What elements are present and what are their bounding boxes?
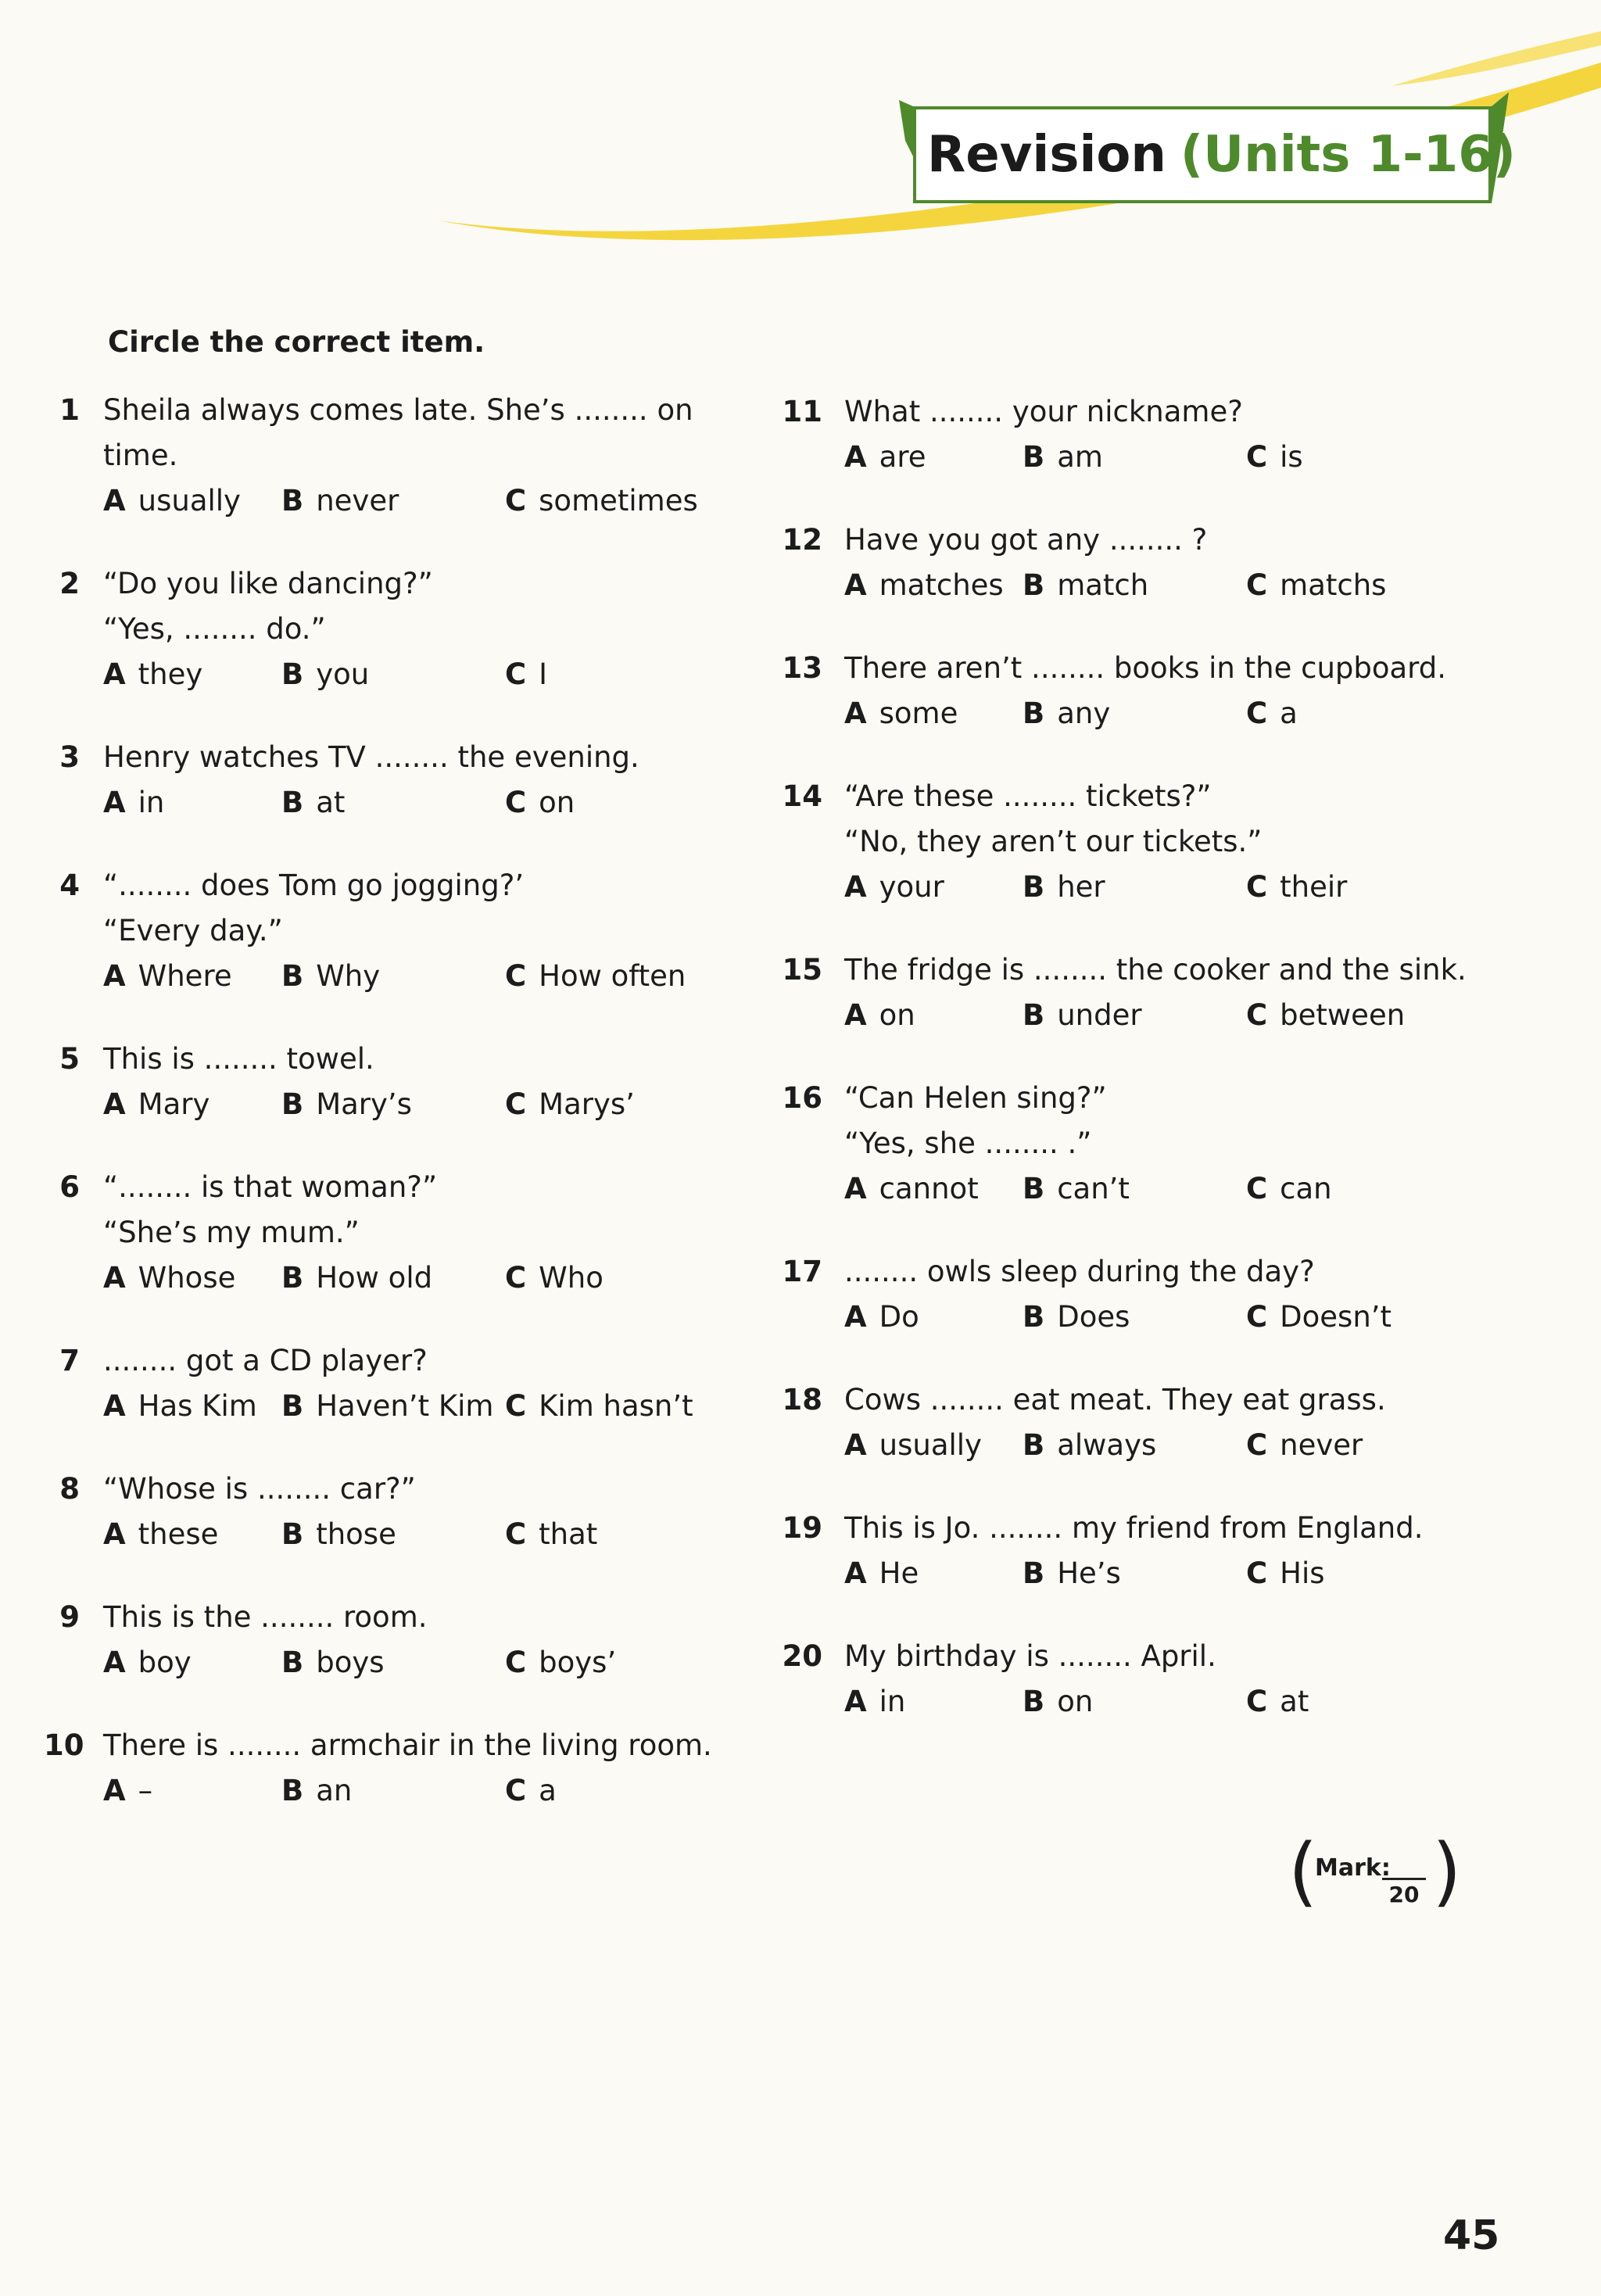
question-text-line: The fridge is ........ the cooker and the sink. (844, 953, 1467, 987)
answer-option-b[interactable] (281, 652, 369, 697)
option-letter: A (103, 1087, 126, 1121)
question-body (844, 646, 1470, 736)
option-letter: C (505, 1646, 527, 1679)
question-number: 12 (782, 523, 822, 557)
question-body (103, 388, 732, 524)
question-number: 5 (59, 1042, 80, 1076)
answer-option-c[interactable] (1246, 563, 1386, 608)
option-text: on (539, 786, 575, 819)
answer-option-c[interactable] (505, 954, 686, 999)
question-number: 6 (59, 1170, 80, 1204)
answer-options (103, 1768, 732, 1814)
option-text: never (1280, 1428, 1363, 1462)
question-body (844, 947, 1470, 1038)
option-text: sometimes (539, 484, 698, 518)
option-letter: A (844, 1428, 867, 1462)
question-number: 7 (59, 1344, 80, 1377)
answer-options (103, 652, 732, 697)
answer-option-b[interactable] (1023, 691, 1110, 736)
question-item (44, 1037, 732, 1127)
question-number: 17 (782, 1255, 822, 1288)
option-text: can (1280, 1172, 1332, 1205)
answer-option-a[interactable] (844, 1295, 919, 1340)
answer-option-a[interactable] (844, 993, 915, 1038)
question-body (103, 1467, 732, 1557)
option-text: under (1057, 998, 1142, 1032)
question-text-line: My birthday is ........ April. (844, 1639, 1216, 1673)
question-number: 4 (59, 869, 80, 902)
option-letter: B (1023, 870, 1045, 904)
option-letter: C (505, 1087, 527, 1121)
question-body (844, 1506, 1470, 1596)
question-number: 11 (782, 395, 822, 428)
question-item (44, 1723, 732, 1814)
question-body (103, 1723, 732, 1814)
option-letter: B (1023, 1300, 1045, 1334)
question-text-line: “........ is that woman?” (103, 1170, 438, 1204)
question-number: 13 (782, 651, 822, 685)
questions-column-left (44, 388, 732, 1851)
answer-option-b[interactable] (1023, 865, 1105, 910)
question-number: 20 (782, 1639, 822, 1673)
option-text: these (138, 1517, 219, 1551)
answer-option-b[interactable] (1023, 563, 1148, 608)
question-body (844, 1076, 1470, 1212)
question-text-line: This is the ........ room. (103, 1600, 428, 1634)
answer-options (844, 435, 1470, 480)
question-item (44, 1338, 732, 1429)
answer-options (103, 1384, 732, 1429)
answer-option-a[interactable] (844, 865, 944, 910)
option-text: always (1057, 1428, 1157, 1462)
answer-option-b[interactable] (1023, 1679, 1093, 1725)
question-text-line: What ........ your nickname? (844, 395, 1243, 428)
answer-option-c[interactable] (505, 478, 698, 524)
answer-options (103, 780, 732, 826)
option-text: usually (138, 484, 241, 518)
option-letter: C (1246, 1172, 1268, 1205)
option-letter: B (281, 786, 304, 819)
option-letter: C (1246, 1428, 1268, 1462)
answer-option-b[interactable] (281, 1082, 412, 1127)
question-item (782, 947, 1470, 1038)
option-letter: B (281, 1087, 304, 1121)
question-text-line: “Are these ........ tickets?” (844, 779, 1212, 813)
option-text: Marys’ (539, 1087, 635, 1121)
question-item (782, 1377, 1470, 1468)
option-letter: B (1023, 697, 1045, 730)
answer-option-c[interactable] (1246, 865, 1347, 910)
question-item (44, 735, 732, 826)
option-text: are (879, 440, 926, 474)
option-letter: A (844, 998, 867, 1032)
question-number: 1 (59, 393, 80, 427)
option-text: they (138, 657, 203, 691)
answer-option-c[interactable] (1246, 1166, 1332, 1212)
question-text-line: ........ got a CD player? (103, 1344, 428, 1377)
answer-option-b[interactable] (281, 780, 345, 826)
option-letter: C (1246, 568, 1268, 602)
option-letter: A (844, 870, 867, 904)
answer-option-c[interactable] (505, 1640, 616, 1685)
option-text: matches (879, 568, 1004, 602)
answer-option-a[interactable] (103, 1768, 152, 1814)
answer-option-b[interactable] (281, 1512, 396, 1557)
mark-box (1288, 1828, 1462, 1915)
answer-options (103, 478, 732, 524)
answer-option-b[interactable] (281, 1640, 385, 1685)
question-number: 10 (44, 1728, 84, 1762)
option-text: between (1280, 998, 1406, 1032)
question-item (782, 1076, 1470, 1212)
option-text: Mary (138, 1087, 210, 1121)
answer-options (844, 1166, 1470, 1212)
revision-title-banner (913, 106, 1516, 203)
option-text: He’s (1057, 1556, 1121, 1590)
option-letter: A (103, 1517, 126, 1551)
question-item (782, 1249, 1470, 1340)
answer-option-c[interactable] (505, 1082, 635, 1127)
option-text: their (1280, 870, 1348, 904)
question-body (844, 389, 1470, 480)
answer-option-a[interactable] (844, 1551, 919, 1596)
option-letter: B (1023, 440, 1045, 474)
question-text-line: “She’s my mum.” (103, 1216, 360, 1249)
option-text: can’t (1057, 1172, 1130, 1205)
answer-option-c[interactable] (1246, 1295, 1391, 1340)
question-item (44, 388, 732, 524)
question-item (782, 1506, 1470, 1596)
question-text-line: There is ........ armchair in the living room. (103, 1728, 712, 1762)
option-text: His (1280, 1556, 1325, 1590)
option-letter: A (844, 697, 867, 730)
answer-options (103, 1640, 732, 1685)
option-text: Do (879, 1300, 919, 1334)
option-text: am (1057, 440, 1103, 474)
option-text: Kim hasn’t (539, 1389, 693, 1423)
question-number: 15 (782, 953, 822, 987)
option-text: you (316, 657, 370, 691)
question-text-line: This is ........ towel. (103, 1042, 374, 1076)
answer-option-a[interactable] (103, 780, 164, 826)
option-text: at (316, 786, 346, 819)
option-text: I (539, 657, 548, 691)
question-number: 19 (782, 1511, 822, 1545)
option-text: Whose (138, 1261, 236, 1295)
answer-option-a[interactable] (844, 1166, 979, 1212)
answer-options (103, 1512, 732, 1557)
option-letter: C (505, 1517, 527, 1551)
question-text-line: This is Jo. ........ my friend from England. (844, 1511, 1424, 1545)
option-letter: A (844, 1300, 867, 1334)
answer-option-c[interactable] (505, 1384, 693, 1429)
option-text: on (1057, 1685, 1094, 1718)
answer-option-b[interactable] (1023, 993, 1142, 1038)
option-letter: C (505, 1774, 527, 1807)
answer-options (844, 993, 1470, 1038)
answer-options (844, 691, 1470, 736)
answer-option-b[interactable] (281, 1384, 493, 1429)
question-item (44, 863, 732, 999)
option-letter: A (844, 1556, 867, 1590)
option-letter: A (844, 1685, 867, 1718)
option-text: in (138, 786, 165, 819)
answer-option-a[interactable] (844, 1679, 905, 1725)
option-letter: B (281, 959, 304, 993)
option-text: cannot (879, 1172, 979, 1205)
question-item (44, 1165, 732, 1301)
question-body (844, 1249, 1470, 1340)
question-text-line: “........ does Tom go jogging?’ (103, 869, 525, 902)
question-number: 18 (782, 1383, 822, 1417)
option-letter: C (1246, 870, 1268, 904)
question-number: 3 (59, 740, 80, 774)
answer-option-b[interactable] (281, 1768, 352, 1814)
option-text: boy (138, 1646, 192, 1679)
option-letter: C (505, 959, 527, 993)
question-body (103, 1037, 732, 1127)
option-letter: A (103, 1261, 126, 1295)
question-body (103, 735, 732, 826)
option-text: her (1057, 870, 1105, 904)
title-accent: (Units 1-16) (1180, 126, 1516, 184)
option-text: any (1057, 697, 1111, 730)
answer-option-b[interactable] (281, 954, 380, 999)
option-letter: B (281, 657, 304, 691)
option-text: on (879, 998, 915, 1032)
question-body (103, 1338, 732, 1429)
option-letter: C (505, 1389, 527, 1423)
answer-option-a[interactable] (103, 652, 202, 697)
question-number: 9 (59, 1600, 80, 1634)
option-text: Has Kim (138, 1389, 257, 1423)
answer-option-a[interactable] (103, 1640, 192, 1685)
question-body (844, 774, 1470, 910)
option-letter: A (103, 1646, 126, 1679)
option-letter: A (103, 1389, 126, 1423)
option-text: How old (316, 1261, 433, 1295)
question-item (782, 389, 1470, 480)
answer-option-c[interactable] (505, 780, 575, 826)
question-text-line: “Every day.” (103, 914, 283, 947)
option-letter: A (844, 440, 867, 474)
question-text-line: Henry watches TV ........ the evening. (103, 740, 639, 774)
question-text-line: ........ owls sleep during the day? (844, 1255, 1315, 1288)
option-text: matchs (1280, 568, 1387, 602)
option-letter: C (1246, 1685, 1268, 1718)
answer-option-c[interactable] (1246, 691, 1298, 736)
answer-option-b[interactable] (1023, 1295, 1130, 1340)
option-letter: C (505, 484, 527, 518)
answer-option-a[interactable] (103, 1384, 257, 1429)
answer-option-b[interactable] (1023, 1166, 1130, 1212)
question-text-line: “Do you like dancing?” (103, 567, 433, 600)
question-item (782, 518, 1470, 608)
question-text-line: “No, they aren’t our tickets.” (844, 825, 1263, 858)
answer-option-a[interactable] (103, 954, 232, 999)
option-letter: B (281, 484, 304, 518)
option-letter: B (281, 1261, 304, 1295)
option-text: is (1280, 440, 1303, 474)
option-letter: C (1246, 1300, 1268, 1334)
question-body (844, 518, 1470, 608)
option-letter: B (1023, 1172, 1045, 1205)
question-text-line: “Yes, she ........ .” (844, 1127, 1092, 1160)
question-item (44, 1595, 732, 1685)
answer-options (103, 1255, 732, 1301)
option-letter: A (103, 657, 126, 691)
option-letter: B (1023, 998, 1045, 1032)
option-text: usually (879, 1428, 982, 1462)
question-text-line: “Whose is ........ car?” (103, 1472, 416, 1506)
questions-column-right (782, 389, 1470, 1762)
option-text: Mary’s (316, 1087, 412, 1121)
mark-paren-right: ) (1432, 1828, 1462, 1915)
question-item (782, 774, 1470, 910)
answer-option-a[interactable] (103, 1255, 235, 1301)
option-letter: C (1246, 998, 1268, 1032)
option-letter: B (281, 1389, 304, 1423)
option-letter: B (281, 1517, 304, 1551)
question-body (103, 561, 732, 697)
answer-option-c[interactable] (1246, 1679, 1309, 1725)
option-text: an (316, 1774, 353, 1807)
question-body (103, 863, 732, 999)
option-letter: B (1023, 1556, 1045, 1590)
option-letter: B (1023, 1685, 1045, 1718)
answer-option-c[interactable] (1246, 993, 1405, 1038)
answer-option-c[interactable] (1246, 1423, 1363, 1468)
option-text: some (879, 697, 958, 730)
question-text-line: “Can Helen sing?” (844, 1081, 1107, 1115)
question-body (844, 1634, 1470, 1725)
answer-option-b[interactable] (1023, 1423, 1156, 1468)
answer-option-c[interactable] (505, 1255, 604, 1301)
option-letter: C (505, 1261, 527, 1295)
question-body (103, 1595, 732, 1685)
option-text: Doesn’t (1280, 1300, 1392, 1334)
mark-paren-left: ( (1288, 1828, 1318, 1915)
option-letter: B (281, 1646, 304, 1679)
question-number: 8 (59, 1472, 80, 1506)
answer-option-a[interactable] (103, 1082, 210, 1127)
option-text: Where (138, 959, 232, 993)
option-letter: B (1023, 1428, 1045, 1462)
option-letter: B (1023, 568, 1045, 602)
answer-options (844, 865, 1470, 910)
answer-options (844, 1551, 1470, 1596)
answer-option-a[interactable] (844, 563, 1004, 608)
option-text: Who (539, 1261, 604, 1295)
question-text-line: Sheila always comes late. She’s ........ on (103, 393, 693, 427)
option-letter: A (103, 484, 126, 518)
answer-option-a[interactable] (103, 478, 241, 524)
option-letter: C (505, 786, 527, 819)
answer-options (103, 1082, 732, 1127)
question-text-line: There aren’t ........ books in the cupboard. (844, 651, 1446, 685)
answer-option-a[interactable] (844, 1423, 982, 1468)
answer-option-b[interactable] (281, 1255, 432, 1301)
option-text: How often (539, 959, 686, 993)
answer-option-a[interactable] (844, 691, 958, 736)
option-letter: A (103, 1774, 126, 1807)
question-item (782, 646, 1470, 736)
answer-option-c[interactable] (505, 1512, 597, 1557)
answer-option-b[interactable] (1023, 435, 1103, 480)
answer-options (844, 1295, 1470, 1340)
answer-option-c[interactable] (1246, 1551, 1325, 1596)
option-text: boys’ (539, 1646, 617, 1679)
question-number: 16 (782, 1081, 822, 1115)
answer-option-a[interactable] (844, 435, 926, 480)
question-text-line: Cows ........ eat meat. They eat grass. (844, 1383, 1386, 1417)
title-lead: Revision (927, 126, 1166, 184)
option-text: in (879, 1685, 906, 1718)
exercise-instruction: Circle the correct item. (108, 325, 485, 359)
option-text: a (539, 1774, 557, 1807)
answer-options (844, 563, 1470, 608)
option-text: never (316, 484, 399, 518)
option-letter: C (505, 657, 527, 691)
option-text: Haven’t Kim (316, 1389, 494, 1423)
question-body (103, 1165, 732, 1301)
answer-options (844, 1423, 1470, 1468)
answer-option-b[interactable] (281, 478, 399, 524)
option-text: a (1280, 697, 1298, 730)
option-text: He (879, 1556, 919, 1590)
question-text-line: “Yes, ........ do.” (103, 612, 326, 646)
question-item (782, 1634, 1470, 1725)
question-number: 14 (782, 779, 822, 813)
option-letter: B (281, 1774, 304, 1807)
option-letter: C (1246, 440, 1268, 474)
question-item (44, 561, 732, 697)
option-letter: C (1246, 697, 1268, 730)
option-letter: A (844, 568, 867, 602)
answer-options (103, 954, 732, 999)
question-number: 2 (59, 567, 80, 600)
question-body (844, 1377, 1470, 1468)
option-text: boys (316, 1646, 385, 1679)
answer-option-a[interactable] (103, 1512, 218, 1557)
answer-option-c[interactable] (505, 652, 547, 697)
option-text: Why (316, 959, 381, 993)
option-text: your (879, 870, 944, 904)
question-item (44, 1467, 732, 1557)
question-text-line: Have you got any ........ ? (844, 523, 1208, 557)
option-letter: C (1246, 1556, 1268, 1590)
page-number: 45 (1443, 2212, 1500, 2259)
option-text: match (1057, 568, 1149, 602)
option-letter: A (103, 786, 126, 819)
question-text-line: time. (103, 439, 178, 472)
mark-total: 20 (1382, 1878, 1426, 1910)
answer-options (844, 1679, 1470, 1725)
option-letter: A (103, 959, 126, 993)
answer-option-c[interactable] (1246, 435, 1303, 480)
answer-option-c[interactable] (505, 1768, 557, 1814)
option-text: those (316, 1517, 396, 1551)
option-text: Does (1057, 1300, 1130, 1334)
option-text: – (138, 1774, 153, 1807)
option-text: that (539, 1517, 598, 1551)
option-letter: A (844, 1172, 867, 1205)
option-text: at (1280, 1685, 1309, 1718)
mark-label: Mark: (1315, 1854, 1391, 1882)
answer-option-b[interactable] (1023, 1551, 1121, 1596)
